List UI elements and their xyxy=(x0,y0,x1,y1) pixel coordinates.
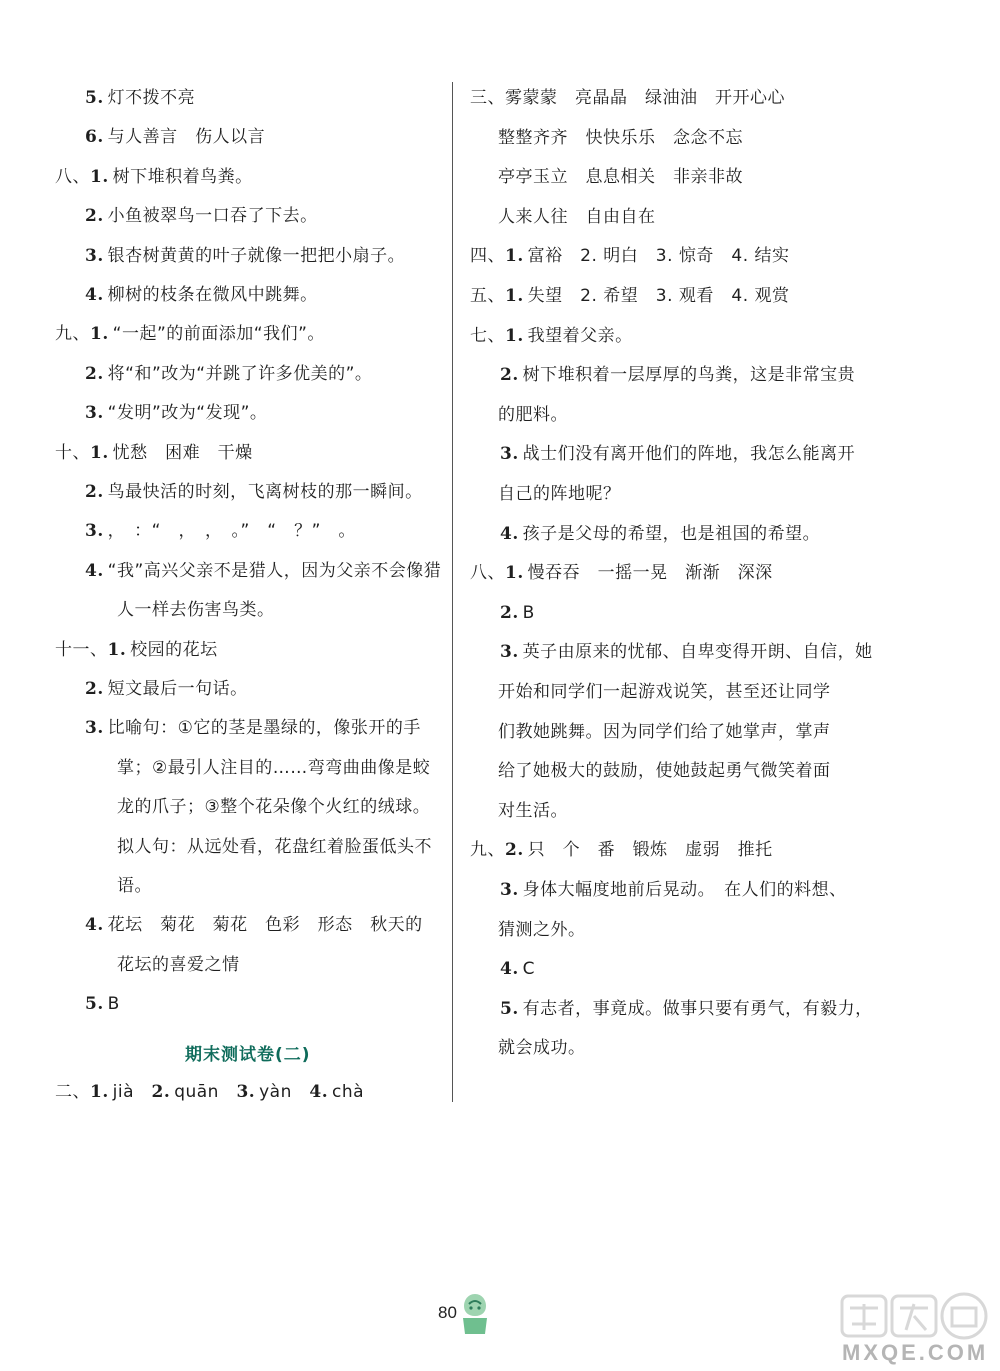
answer-line xyxy=(85,87,195,109)
item-number: 3. xyxy=(500,444,519,465)
answer-text: 小鱼被翠鸟一口吞了下去。 xyxy=(107,206,318,227)
item-number: 3. xyxy=(236,1082,256,1102)
answer-line xyxy=(117,599,275,621)
item-number: 5. xyxy=(85,88,104,108)
answer-line xyxy=(85,205,318,227)
answer-line xyxy=(498,721,831,743)
item-number: 2. xyxy=(85,206,104,227)
answer-text: 自己的阵地呢？ xyxy=(498,484,621,504)
item-number: 1. xyxy=(505,325,524,346)
answer-text: 树下堆积着鸟粪。 xyxy=(112,166,253,187)
answer-line xyxy=(117,875,152,897)
item-number: 5. xyxy=(85,994,104,1015)
answer-line xyxy=(470,87,785,109)
item-number: 1. xyxy=(90,166,109,187)
answer-line xyxy=(117,757,430,779)
answer-text: 开始和同学们一起游戏说笑，甚至还让同学 xyxy=(498,682,831,702)
answer-text: “我”高兴父亲不是猎人，因为父亲不会像猎 xyxy=(107,560,442,581)
item-number: 1. xyxy=(505,246,524,267)
answer-line xyxy=(470,325,633,347)
answer-text: ， ：“ ， ， 。” “ ？” 。 xyxy=(107,521,356,542)
item-number: 3. xyxy=(85,403,104,424)
answer-line xyxy=(55,166,253,188)
answer-line xyxy=(85,678,248,700)
section-title: 期末测试卷(二) xyxy=(185,1045,311,1065)
pinyin-answer: jià xyxy=(112,1082,135,1102)
line-prefix: 十、 xyxy=(55,442,90,463)
answer-text: B xyxy=(522,602,535,623)
item-number: 3. xyxy=(85,521,104,542)
answer-line xyxy=(498,681,831,703)
answer-line xyxy=(498,483,621,505)
answer-line xyxy=(470,562,773,584)
item-number: 2. xyxy=(85,482,104,502)
answer-text: 鸟最快活的时刻，飞离树枝的那一瞬间。 xyxy=(107,482,423,502)
answer-text: 人一样去伤害鸟类。 xyxy=(117,600,275,621)
answer-line xyxy=(498,404,568,426)
answer-text: 掌；②最引人注目的……弯弯曲曲像是蛟 xyxy=(117,757,431,778)
answer-text: 语。 xyxy=(117,876,152,896)
item-number: 3. xyxy=(85,718,104,739)
answer-text: 我望着父亲。 xyxy=(527,325,633,346)
item-number: 2. xyxy=(85,679,104,699)
answer-line xyxy=(85,284,318,306)
pinyin-answer-line xyxy=(55,1081,364,1103)
item-number: 4. xyxy=(85,915,104,936)
answer-line xyxy=(500,602,535,624)
answer-text: 柳树的枝条在微风中跳舞。 xyxy=(107,285,318,305)
answer-line xyxy=(498,760,831,782)
answer-text: 将“和”改为“并跳了许多优美的”。 xyxy=(107,363,373,384)
item-number: 1. xyxy=(90,1082,109,1102)
answer-line xyxy=(85,481,423,503)
answer-text: 只 个 番 锻炼 虚弱 推托 xyxy=(527,840,773,861)
answer-line xyxy=(498,800,568,822)
answer-line xyxy=(470,285,790,307)
answer-line xyxy=(117,954,240,976)
line-prefix: 二、 xyxy=(55,1082,90,1102)
answer-line xyxy=(85,520,356,542)
answer-line xyxy=(85,560,441,582)
answer-line xyxy=(500,958,535,980)
answer-line xyxy=(85,914,423,936)
page-ornament-icon xyxy=(458,1290,492,1338)
answer-text: 失望 2. 希望 3. 观看 4. 观赏 xyxy=(527,286,790,306)
answer-line xyxy=(117,796,430,818)
answer-line xyxy=(117,836,432,858)
answer-line xyxy=(85,363,372,385)
watermark-logo xyxy=(840,1290,990,1342)
answer-text: B xyxy=(107,994,120,1015)
answer-text: 对生活。 xyxy=(498,800,568,821)
item-number: 5. xyxy=(500,998,519,1019)
item-number: 2. xyxy=(151,1082,171,1102)
answer-text: 短文最后一句话。 xyxy=(107,679,248,699)
answer-line xyxy=(85,402,267,424)
answer-text: 雾蒙蒙 亮晶晶 绿油油 开开心心 xyxy=(505,88,785,108)
column-divider xyxy=(452,82,453,1102)
answer-text: 花坛的喜爱之情 xyxy=(117,954,240,975)
answer-line xyxy=(500,523,820,545)
answer-line xyxy=(498,919,586,941)
answer-line xyxy=(85,717,421,739)
item-number: 4. xyxy=(309,1082,329,1102)
answer-line xyxy=(500,641,873,663)
answer-line xyxy=(85,126,265,148)
line-prefix: 八、 xyxy=(55,166,90,187)
answer-text: 身体大幅度地前后晃动。 在人们的料想、 xyxy=(522,880,847,900)
item-number: 4. xyxy=(500,959,519,980)
answer-text: 猜测之外。 xyxy=(498,919,586,940)
pinyin-answer: chà xyxy=(332,1082,365,1102)
answer-line xyxy=(500,879,847,901)
answer-line xyxy=(55,442,253,464)
answer-line xyxy=(470,245,790,267)
answer-text: 亭亭玉立 息息相关 非亲非故 xyxy=(498,167,743,188)
answer-text: 富裕 2. 明白 3. 惊奇 4. 结实 xyxy=(527,246,790,267)
item-number: 1. xyxy=(90,324,109,345)
item-number: 2. xyxy=(500,365,519,386)
answer-text: C xyxy=(522,959,536,980)
answer-line xyxy=(85,993,120,1015)
answer-text: 有志者，事竟成。做事只要有勇气，有毅力， xyxy=(522,998,873,1019)
line-prefix: 九、 xyxy=(470,840,505,861)
line-prefix: 十一、 xyxy=(55,639,108,660)
answer-text: 孩子是父母的希望，也是祖国的希望。 xyxy=(522,523,821,544)
answer-text: 就会成功。 xyxy=(498,1038,586,1059)
answer-line xyxy=(498,1037,586,1059)
item-number: 3. xyxy=(500,642,519,663)
answer-line xyxy=(498,127,743,149)
answer-text: 比喻句：①它的茎是墨绿的，像张开的手 xyxy=(107,718,421,739)
pinyin-answer: quān xyxy=(174,1082,219,1102)
answer-line xyxy=(500,998,873,1020)
answer-line xyxy=(500,364,855,386)
answer-text: 战士们没有离开他们的阵地，我怎么能离开 xyxy=(522,444,856,465)
item-number: 3. xyxy=(500,880,519,900)
answer-text: 龙的爪子；③整个花朵像个火红的绒球。 xyxy=(117,797,431,818)
line-prefix: 五、 xyxy=(470,286,505,306)
answer-line xyxy=(500,443,855,465)
item-number: 4. xyxy=(85,560,104,581)
answer-text: 花坛 菊花 菊花 色彩 形态 秋天的 xyxy=(107,915,423,936)
watermark-url: MXQE.COM xyxy=(842,1340,989,1365)
answer-text: 慢吞吞 一摇一晃 渐渐 深深 xyxy=(527,563,773,584)
item-number: 3. xyxy=(85,245,104,266)
answer-text: 忧愁 困难 干燥 xyxy=(112,442,253,463)
answer-line xyxy=(498,166,743,188)
line-prefix: 三、 xyxy=(470,88,505,108)
item-number: 1. xyxy=(505,286,524,306)
answer-line xyxy=(85,245,405,267)
answer-text: 拟人句：从远处看，花盘红着脸蛋低头不 xyxy=(117,836,432,857)
line-prefix: 四、 xyxy=(470,246,505,267)
answer-text: 给了她极大的鼓励，使她鼓起勇气微笑着面 xyxy=(498,761,831,782)
answer-line xyxy=(470,839,773,861)
answer-line xyxy=(55,323,325,345)
answer-line xyxy=(498,206,656,228)
item-number: 4. xyxy=(500,523,519,544)
answer-text: 整整齐齐 快快乐乐 念念不忘 xyxy=(498,127,743,148)
answer-text: 校园的花坛 xyxy=(130,639,218,660)
item-number: 4. xyxy=(85,285,104,305)
answer-text: 们教她跳舞。因为同学们给了她掌声，掌声 xyxy=(498,721,831,742)
item-number: 2. xyxy=(500,602,519,623)
item-number: 2. xyxy=(505,840,524,861)
line-prefix: 七、 xyxy=(470,325,505,346)
answer-text: 英子由原来的忧郁、自卑变得开朗、自信，她 xyxy=(522,642,873,663)
answer-text: 银杏树黄黄的叶子就像一把把小扇子。 xyxy=(107,245,406,266)
answer-text: 人来人往 自由自在 xyxy=(498,206,656,227)
line-prefix: 八、 xyxy=(470,563,505,584)
item-number: 1. xyxy=(107,639,127,660)
item-number: 2. xyxy=(85,363,104,384)
pinyin-answer: yàn xyxy=(259,1082,292,1102)
item-number: 6. xyxy=(85,127,104,148)
answer-text: “发明”改为“发现”。 xyxy=(107,403,268,424)
page-number: 80 xyxy=(438,1303,457,1322)
item-number: 1. xyxy=(90,442,109,463)
item-number: 1. xyxy=(505,563,524,584)
answer-text: 的肥料。 xyxy=(498,404,568,425)
line-prefix: 九、 xyxy=(55,324,90,345)
answer-text: 灯不拨不亮 xyxy=(107,88,196,108)
answer-text: “一起”的前面添加“我们”。 xyxy=(112,324,325,345)
answer-text: 与人善言 伤人以言 xyxy=(107,127,266,148)
answer-text: 树下堆积着一层厚厚的鸟粪，这是非常宝贵 xyxy=(522,365,856,386)
answer-line xyxy=(55,639,218,661)
